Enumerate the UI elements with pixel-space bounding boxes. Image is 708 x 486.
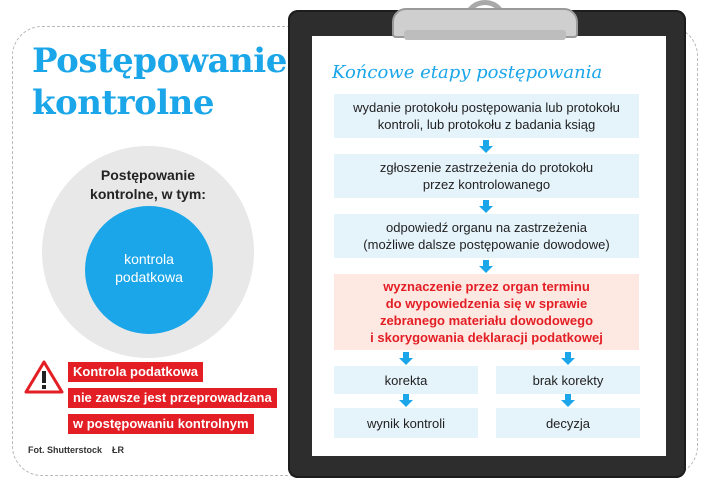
stage-deadline-set <box>334 274 639 350</box>
warning-line-3: w postępowaniu kontrolnym <box>68 414 254 434</box>
page-title <box>32 40 292 124</box>
arrow-down-icon <box>399 358 413 365</box>
inner-circle-label <box>85 250 213 286</box>
arrow-down-icon <box>479 266 493 273</box>
stage-line: wydanie protokołu postępowania lub protokołu <box>353 100 620 115</box>
stage-decision: decyzja <box>496 408 640 438</box>
stage-line: wyznaczenie przez organ terminu <box>383 279 590 294</box>
arrow-down-icon <box>399 400 413 407</box>
arrow-down-icon <box>479 206 493 213</box>
stage-line: zebranego materiału dowodowego <box>379 313 594 328</box>
stage-line: kontroli, lub protokołu z badania ksiąg <box>377 117 596 132</box>
stage-line: i skorygowania deklaracji podatkowej <box>370 330 603 345</box>
title-line-1: Postępowanie <box>32 41 287 81</box>
clip-bar <box>404 30 566 40</box>
stage-objection-filed <box>334 154 639 198</box>
outer-label-line-2: kontrolne, w tym: <box>90 186 206 202</box>
arrow-down-icon <box>561 358 575 365</box>
photo-credit: Fot. Shutterstock <box>28 445 103 455</box>
title-line-2: kontrolne <box>32 83 215 123</box>
stage-no-correction: brak korekty <box>496 366 640 394</box>
outer-circle-label <box>42 166 254 204</box>
credit-logo: ŁR <box>112 445 124 455</box>
stage-authority-response <box>334 214 639 258</box>
stage-line: do wypowiedzenia się w sprawie <box>385 296 588 311</box>
stage-protocol-issued <box>334 94 639 138</box>
warning-line-2: nie zawsze jest przeprowadzana <box>68 388 277 408</box>
stage-line: odpowiedź organu na zastrzeżenia <box>386 220 587 235</box>
outer-label-line-1: Postępowanie <box>100 167 196 183</box>
stage-line: przez kontrolowanego <box>422 177 551 192</box>
warning-line-1: Kontrola podatkowa <box>68 362 203 382</box>
inner-label-line-2: podatkowa <box>115 269 183 285</box>
arrow-down-icon <box>561 400 575 407</box>
stage-line: zgłoszenie zastrzeżenia do protokołu <box>379 160 594 175</box>
panel-title: Końcowe etapy postępowania <box>332 62 603 83</box>
inner-label-line-1: kontrola <box>124 251 174 267</box>
stage-line: (możliwe dalsze postępowanie dowodowe) <box>363 237 610 252</box>
stage-audit-result: wynik kontroli <box>334 408 478 438</box>
arrow-down-icon <box>479 146 493 153</box>
stage-correction: korekta <box>334 366 478 394</box>
warning-triangle-icon <box>24 360 64 394</box>
